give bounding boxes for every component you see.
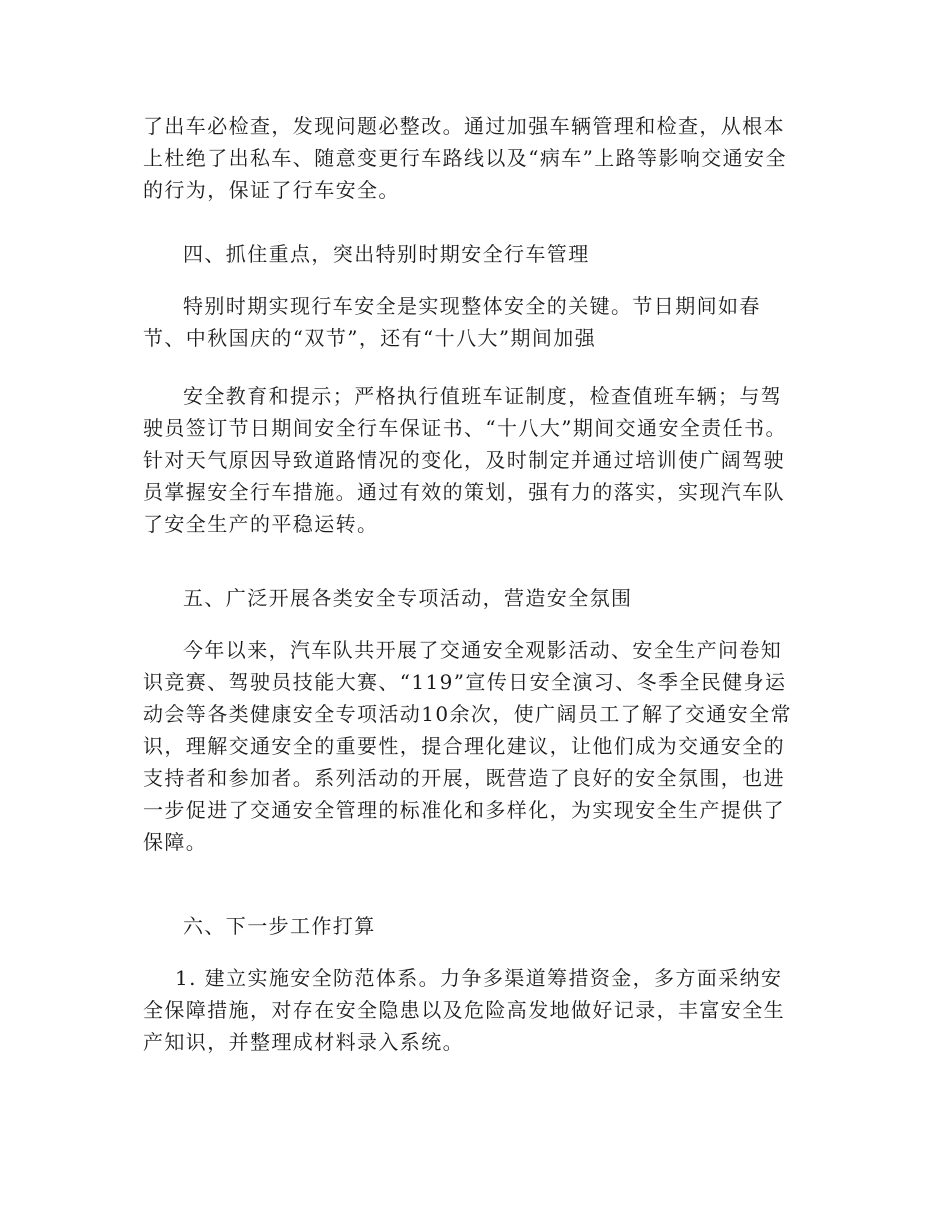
- paragraph-4: 今年以来，汽车队共开展了交通安全观影活动、安全生产问卷知识竞赛、驾驶员技能大赛、“119”宣传日安全演习、冬季全民健身运动会等各类健康安全专项活动10余次，使广阔员工了解了交通安全常识，理解交通安全的重要性，提合理化建议，让他们成为交通安全的支持者和参加者。系列活动的开展，既营造了良好的安全氛围，也进一步促进了交通安全管理的标准化和多样化，为实现安全生产提供了保障。: [143, 638, 792, 854]
- section-heading-4: [143, 238, 803, 270]
- heading-section-four: 四、抓住重点，突出特别时期安全行车管理: [183, 242, 590, 266]
- paragraph-3: 安全教育和提示；严格执行值班车证制度，检查值班车辆；与驾驶员签订节日期间安全行车保证书、“十八大”期间交通安全责任书。针对天气原因导致道路情况的变化，及时制定并通过培训使广阔驾驶员掌握安全行车措施。通过有效的策划，强有力的落实，实现汽车队了安全生产的平稳运转。: [143, 384, 787, 536]
- heading-section-six: 六、下一步工作打算: [183, 914, 376, 938]
- paragraph-block-5: [143, 962, 803, 1058]
- paragraph-continuation: [143, 110, 803, 206]
- paragraph-1: 了出车必检查，发现问题必整改。通过加强车辆管理和检查，从根本上杜绝了出私车、随意变更行车路线以及“病车”上路等影响交通安全的行为，保证了行车安全。: [143, 114, 787, 202]
- section-heading-6: [143, 910, 803, 942]
- paragraph-block-3: [143, 380, 803, 540]
- heading-section-five: 五、广泛开展各类安全专项活动，营造安全氛围: [183, 586, 633, 610]
- paragraph-2: 特别时期实现行车安全是实现整体安全的关键。节日期间如春节、中秋国庆的“双节”，还有“十八大”期间加强: [143, 294, 761, 350]
- paragraph-block-2: [143, 290, 803, 354]
- paragraph-block-4: [143, 634, 803, 858]
- paragraph-5: 1. 建立实施安全防范体系。力争多渠道筹措资金，多方面采纳安全保障措施，对存在安全隐患以及危险高发地做好记录，丰富安全生产知识，并整理成材料录入系统。: [143, 966, 785, 1054]
- section-heading-5: [143, 582, 803, 614]
